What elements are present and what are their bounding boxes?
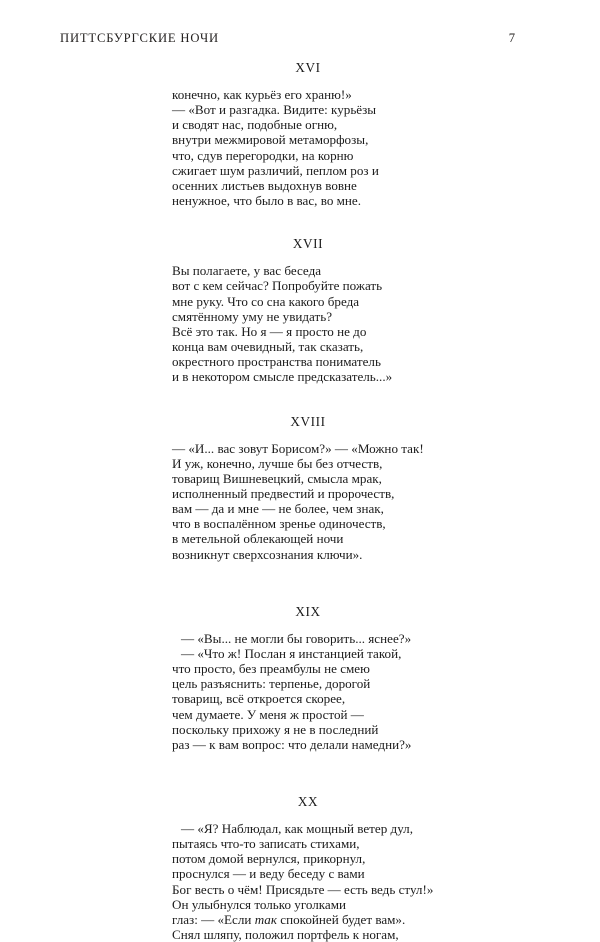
verse-line: раз — к вам вопрос: что делали намедни?» bbox=[172, 736, 412, 752]
verse-line: — «Я? Наблюдал, как мощный ветер дул, bbox=[181, 821, 413, 836]
verse-line: мне руку. Что со сна какого бреда bbox=[172, 293, 360, 309]
verse-line: цель разъяснить: терпенье, дорогой bbox=[172, 676, 371, 692]
stanza-number: XX bbox=[297, 794, 319, 809]
verse-line: — «Вот и разгадка. Видите: курьёзы bbox=[172, 102, 377, 118]
verse-line: — «И... вас зовут Борисом?» — «Можно так! bbox=[172, 440, 424, 456]
running-head bbox=[0, 31, 600, 49]
stanza-text bbox=[172, 263, 472, 384]
verse-line: в метельной облекающей ночи bbox=[172, 531, 344, 547]
verse-line: и сводят нас, подобные огню, bbox=[172, 117, 338, 133]
verse-line: товарищ, всё откроется скорее, bbox=[172, 691, 346, 707]
stanza-text bbox=[172, 631, 472, 752]
verse-line: окрестного пространства пониматель bbox=[172, 354, 381, 370]
stanza bbox=[172, 414, 472, 562]
running-head-title: ПИТТСБУРГСКИЕ НОЧИ bbox=[60, 31, 219, 45]
stanza bbox=[172, 794, 472, 942]
verse-line: внутри межмировой метаморфозы, bbox=[172, 132, 369, 148]
verse-line: Бог весть о чём! Присядьте — есть ведь стул!» bbox=[172, 881, 434, 897]
verse-line: ненужное, что было в вас, во мне. bbox=[172, 193, 362, 209]
verse-line: возникнут сверхсознания ключи». bbox=[172, 546, 363, 562]
emphasized-word: так bbox=[254, 911, 277, 927]
verse-line: конечно, как курьёз его храню!» bbox=[172, 87, 352, 102]
verse-line: И уж, конечно, лучше бы без отчеств, bbox=[172, 455, 383, 471]
verse-line: Всё это так. Но я — я просто не до bbox=[172, 323, 367, 339]
verse-line: чем думаете. У меня ж простой — bbox=[172, 706, 364, 722]
verse-line: смятённому уму не увидать? bbox=[172, 308, 333, 324]
verse-line: Снял шляпу, положил портфель к ногам, bbox=[172, 927, 399, 942]
verse-line: конца вам очевидный, так сказать, bbox=[172, 339, 364, 355]
verse-line: Вы полагаете, у вас беседа bbox=[172, 263, 322, 279]
verse-line: и в некотором смысле предсказатель...» bbox=[172, 369, 393, 385]
stanza bbox=[172, 60, 472, 208]
verse-line: что в воспалённом зренье одиночеств, bbox=[172, 516, 386, 532]
stanza bbox=[172, 236, 472, 384]
verse-line: глаз: — «Если так спокойней будет вам». bbox=[172, 911, 406, 927]
verse-column bbox=[172, 60, 472, 942]
stanza-text bbox=[172, 87, 472, 208]
stanza-text bbox=[172, 441, 472, 562]
verse-line: — «Вы... не могли бы говорить... яснее?» bbox=[181, 630, 412, 646]
verse-line: осенних листьев выдохнув вовне bbox=[172, 177, 357, 193]
verse-line: вот с кем сейчас? Попробуйте пожать bbox=[172, 278, 383, 294]
verse-line: — «Что ж! Послан я инстанцией такой, bbox=[181, 645, 402, 661]
verse-line: проснулся — и веду беседу с вами bbox=[172, 866, 365, 882]
verse-line: сжигает шум различий, пеплом роз и bbox=[172, 162, 379, 178]
stanza-number: XVI bbox=[295, 60, 321, 75]
verse-line: поскольку прихожу я не в последний bbox=[172, 721, 379, 737]
stanza-number: XVII bbox=[292, 236, 324, 252]
verse-line: вам — да и мне — не более, чем знак, bbox=[172, 501, 384, 517]
verse-line: пытаясь что-то записать стихами, bbox=[172, 836, 360, 852]
verse-line: что, сдув перегородки, на корню bbox=[172, 147, 354, 163]
stanza-number: XIX bbox=[295, 603, 321, 619]
verse-line: Он улыбнулся только уголками bbox=[172, 896, 347, 912]
stanza bbox=[172, 604, 472, 752]
verse-line: исполненный предвестий и пророчеств, bbox=[172, 485, 395, 501]
verse-line: потом домой вернулся, прикорнул, bbox=[172, 851, 366, 867]
verse-line: что просто, без преамбулы не смею bbox=[172, 661, 370, 677]
stanza-number: XVIII bbox=[290, 413, 326, 429]
verse-line: товарищ Вишневецкий, смысла мрак, bbox=[172, 470, 382, 486]
page-number: 7 bbox=[508, 31, 515, 45]
